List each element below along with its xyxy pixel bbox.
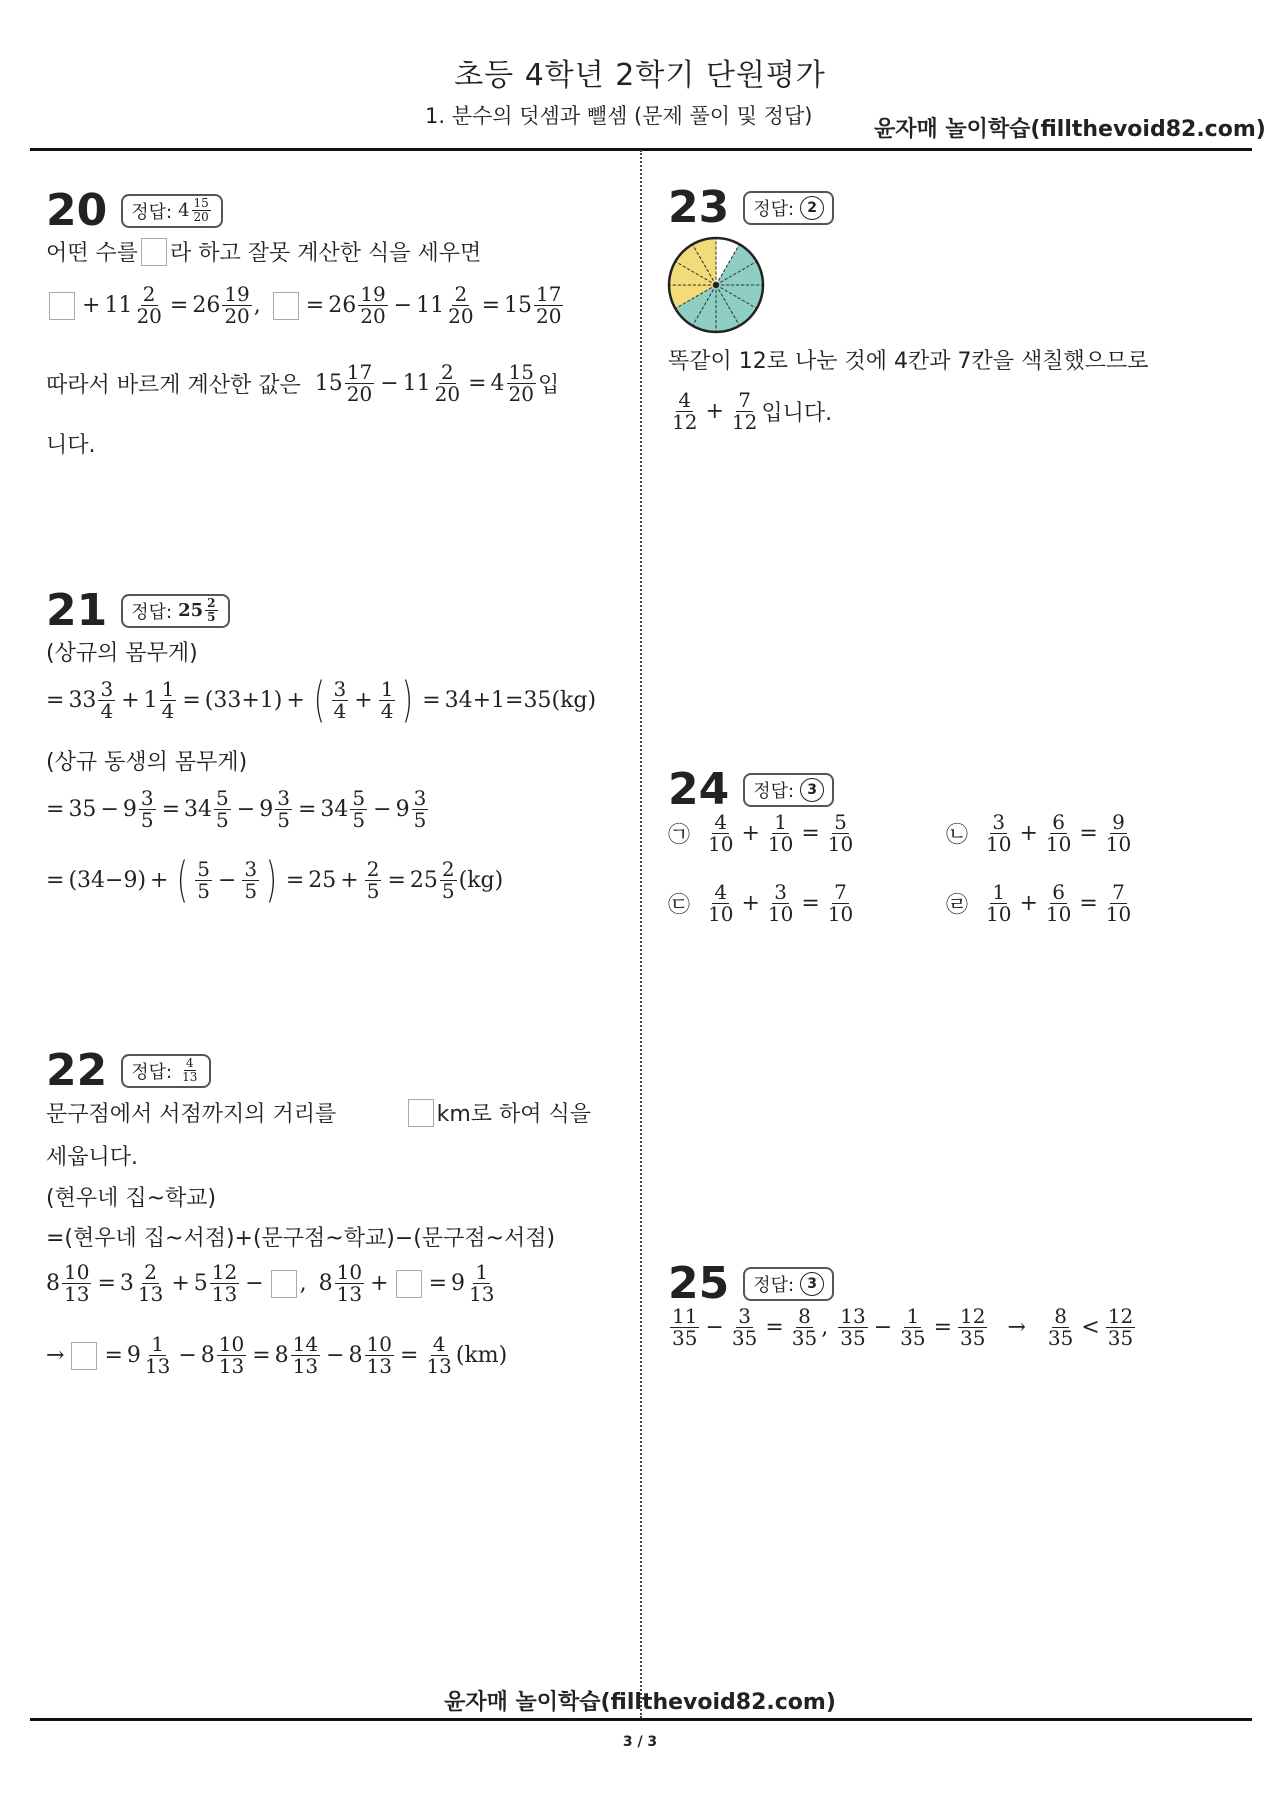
blank-box <box>141 238 167 266</box>
option-mark: ㉠ <box>668 823 691 848</box>
footer-brand: 윤자매 놀이학습(fillthevoid82.com) <box>444 1690 836 1715</box>
answer-box <box>743 191 834 225</box>
page-subtitle: 1. 분수의 덧셈과 뺄셈 (문제 풀이 및 정답) <box>425 104 813 128</box>
q22-line2: 세웁니다. <box>46 1145 139 1170</box>
question-20-header <box>46 185 223 236</box>
option-4: ㉣ 1 10 + $\frac{6}{10}$ = $\frac{7}{10}$ <box>946 880 1132 926</box>
q22-line3: (현우네 집~학교) <box>46 1186 217 1211</box>
q20-text2: 따라서 바르게 계산한 값은 <box>46 373 301 398</box>
page-number: 3 / 3 <box>622 1734 658 1750</box>
q20-text1b: 라 하고 잘못 계산한 식을 세우면 <box>170 241 482 266</box>
option-3: ㉢ 4 10 + $\frac{3}{10}$ = $\frac{7}{10}$ <box>668 880 854 926</box>
unit-kg: (kg) <box>458 867 504 893</box>
answer-box <box>121 594 229 628</box>
q22-text1a: 문구점에서 서점까지의 거리를 <box>46 1102 337 1127</box>
blank-box <box>273 292 299 320</box>
pie-center <box>713 282 719 288</box>
answer-value: 3 <box>800 778 824 802</box>
q20-line3: 니다. <box>46 433 96 458</box>
answer-value: 25 2 5 <box>178 596 216 624</box>
blank-box <box>271 1270 297 1298</box>
answer-value: 4 13 <box>182 1056 198 1084</box>
q21-equation1: = 33 3 4 + 1 1 4 = (33+1) + ( 3 4 + $\frac{1}{4}$ ) = 34+1=35 (kg) <box>46 672 597 728</box>
answer-label: 정답: <box>753 1274 795 1296</box>
option-mark: ㉣ <box>946 893 969 918</box>
blank-box <box>396 1270 422 1298</box>
footer-divider <box>30 1718 1252 1721</box>
answer-label: 정답: <box>753 780 795 802</box>
q23-line1: 똑같이 12로 나눈 것에 4칸과 7칸을 색칠했으므로 <box>668 349 1149 374</box>
page-title: 초등 4학년 2학기 단원평가 <box>454 58 826 93</box>
q25-equation: 11 35 − $\frac{3}{35}$ = $\frac{8}{35}$ , 13 35 − $\frac{1}{35}$ = $\frac{12}{35}$ → 8 35 < 12 35 <box>672 1304 1134 1350</box>
answer-box <box>743 773 834 807</box>
question-23-header <box>668 182 834 233</box>
q20-text1: 어떤 수를 <box>46 241 139 266</box>
unit-kg: (kg) <box>551 687 597 713</box>
answer-box <box>743 1267 834 1301</box>
question-22-header <box>46 1045 211 1096</box>
question-number: 24 <box>668 764 730 815</box>
q22-line4: =(현우네 집~서점)+(문구점~학교)−(문구점~서점) <box>46 1226 556 1251</box>
question-number: 21 <box>46 585 108 636</box>
answer-box <box>121 1054 211 1088</box>
option-1: ㉠ 4 10 + $\frac{1}{10}$ = $\frac{5}{10}$ <box>668 810 854 856</box>
question-number: 23 <box>668 182 730 233</box>
column-divider <box>640 150 642 1718</box>
question-24-header <box>668 764 834 815</box>
option-mark: ㉡ <box>946 823 969 848</box>
answer-value: 2 <box>800 196 824 220</box>
blank-box <box>71 1342 97 1370</box>
answer-label: 정답: <box>131 201 173 223</box>
question-number: 25 <box>668 1258 730 1309</box>
unit-km: (km) <box>455 1343 508 1368</box>
answer-label: 정답: <box>753 198 795 220</box>
q22-equation2: → = 9 1 13 − 8 10 13 = 8 14 13 − 8 10 13 = $\frac{4}{13}$ (km) <box>46 1332 508 1378</box>
answer-value: 4 15 20 <box>178 196 209 224</box>
q21-equation2: = 35 − 9 3 5 = 34 5 5 − 9 3 5 = 34 5 5 − 9 3 5 <box>46 786 427 832</box>
option-2: ㉡ 3 10 + $\frac{6}{10}$ = $\frac{9}{10}$ <box>946 810 1132 856</box>
q22-line1 <box>46 1097 591 1128</box>
q20-line1 <box>46 236 481 267</box>
fraction-pie-chart <box>666 235 766 335</box>
blank-box <box>49 292 75 320</box>
question-21-header <box>46 585 230 636</box>
q21-label2: (상규 동생의 몸무게) <box>46 750 248 775</box>
q22-text1b: km로 하여 식을 <box>436 1102 591 1127</box>
blank-box <box>408 1099 434 1127</box>
question-number: 20 <box>46 185 108 236</box>
question-25-header <box>668 1258 834 1309</box>
header-brand: 윤자매 놀이학습(fillthevoid82.com) <box>874 117 1266 142</box>
q23-text2: 입니다. <box>761 401 833 426</box>
answer-box <box>121 194 223 228</box>
answer-label: 정답: <box>131 601 173 623</box>
question-number: 22 <box>46 1045 108 1096</box>
q20-equation1: + 11 2 20 = 26 19 20 , = 26 19 20 − 11 2 20 = 15 17 20 <box>46 284 565 327</box>
answer-label: 정답: <box>131 1061 173 1083</box>
q21-equation3: = (34−9) + ( 5 5 − $\frac{3}{5}$ ) = 25 + $\frac{2}{5}$ = 25 2 5 (kg) <box>46 852 504 908</box>
option-mark: ㉢ <box>668 893 691 918</box>
q23-line2: 4 12 + $\frac{7}{12}$ 입니다. <box>672 388 833 434</box>
q21-label1: (상규의 몸무게) <box>46 641 198 666</box>
q20-text2b: 입 <box>538 373 560 398</box>
answer-value: 3 <box>800 1272 824 1296</box>
q20-line2: 따라서 바르게 계산한 값은 15 17 20 − 11 2 20 = 4 15 20 입 <box>46 360 560 406</box>
q22-equation1: 8 10 13 = 3 2 13 + 5 12 13 − , 8 10 13 + = 9 1 13 <box>46 1260 495 1306</box>
